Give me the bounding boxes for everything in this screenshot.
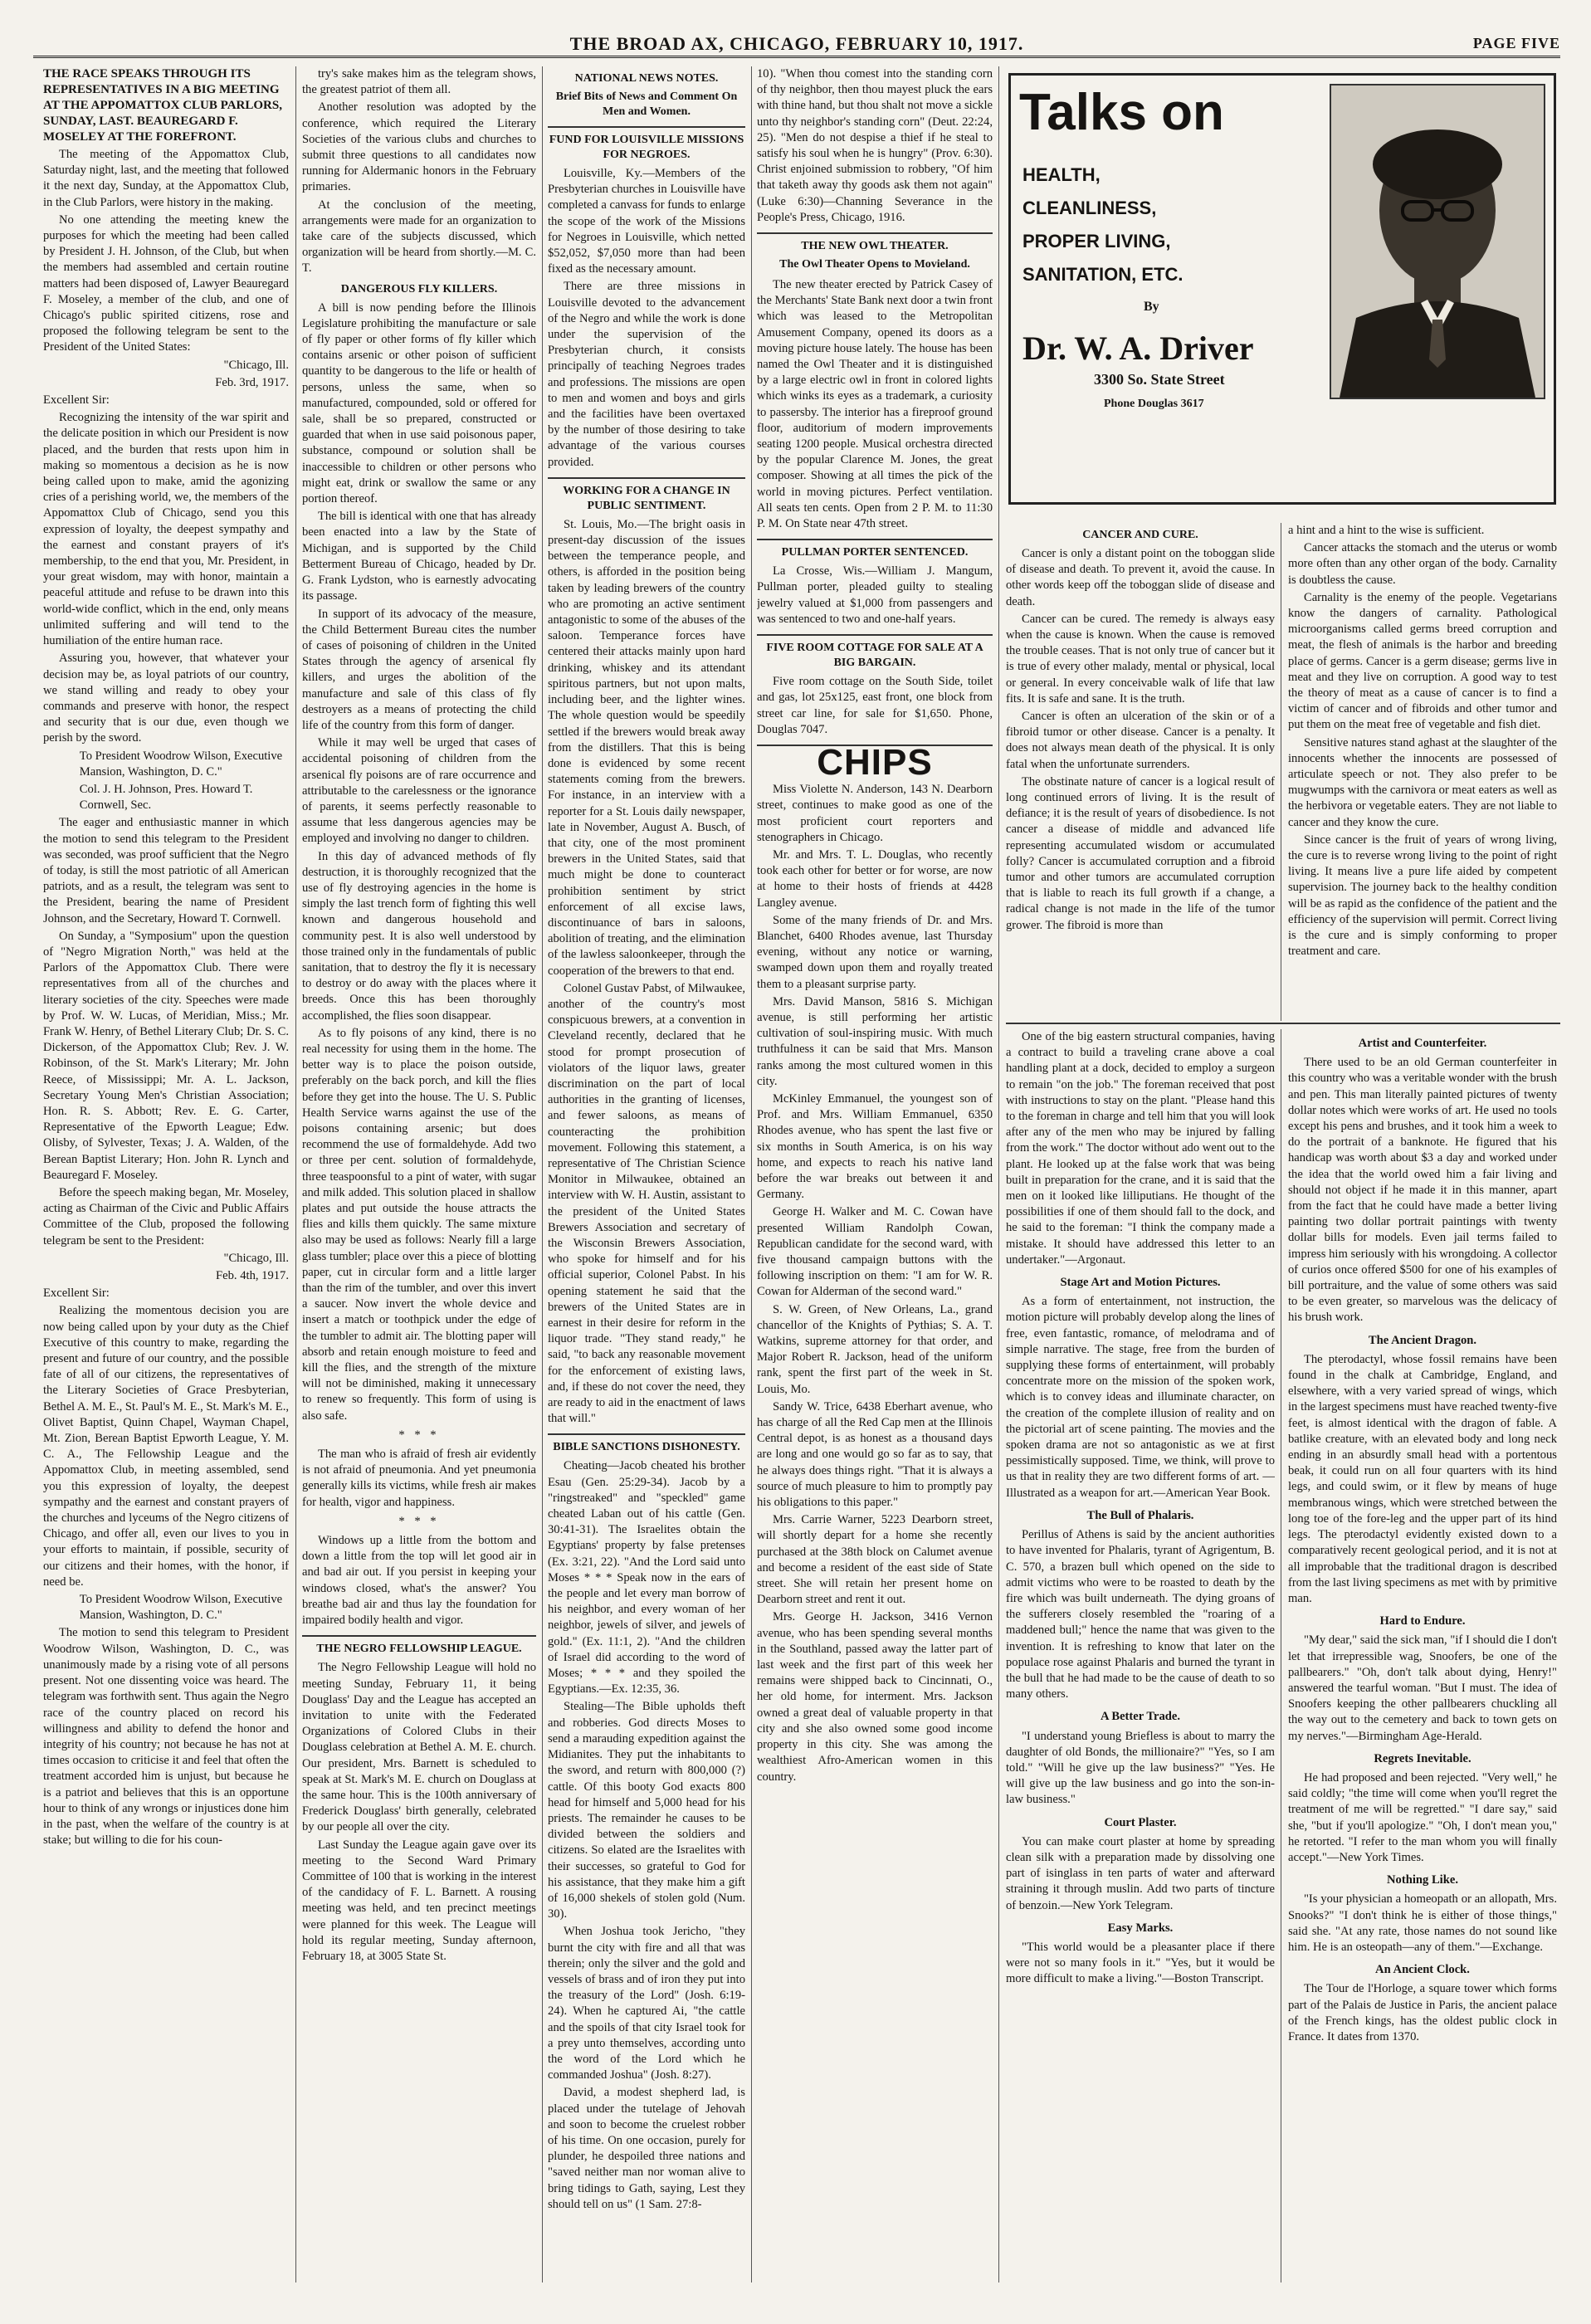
paragraph: Louisville, Ky.—Members of the Presbyterian churches in Louisville have completed a canvass for funds to enlarge the scope of the work of the Missions for Negroes in Louisville, which netted $52,052, $7,050 more than had been fixed as the necessary amount. [548, 167, 745, 276]
article-headline: FUND FOR LOUISVILLE MISSIONS FOR NEGROES. [549, 134, 744, 161]
article-headline: THE NEW OWL THEATER. [801, 240, 949, 253]
column-4 [757, 66, 993, 2291]
ad-title: Talks on [1019, 84, 1224, 141]
paragraph: As a form of entertainment, not instruction, the motion picture will probably develop along the lines of free, even fantastic, romance, of melodrama and of simple narrative. The stage, free from the burden of supplying these forms of entertainment, will probably concentrate more on the mission of the spoken work, which is to convey ideas and illuminate character, on the creation of the complete illusion of reality and on the pictorial art of scene painting. The movies and the spoken drama are not so antagonistic as we at first pessimistically supposed. Time, we think, will prove to us that in reality they are two different forms of art. —Illustrated as a weapon for art.—American Year Book. [1006, 1295, 1275, 1500]
column-rule [998, 66, 999, 2282]
salutation: Excellent Sir: [43, 1286, 110, 1301]
ad-by: By [1144, 300, 1159, 314]
paragraph: At the conclusion of the meeting, arrangements were made for an organization to take care of the subjects discussed, which organization will be heard from shortly.—M. C. T. [302, 198, 536, 276]
paragraph: Another resolution was adopted by the conference, which required the Literary Societies of the various clubs and churches to submit three questions to all candidates now running for Aldermanic honors in the February primaries. [302, 100, 536, 194]
item-title: Hard to Endure. [1379, 1614, 1466, 1628]
paragraph: Cheating—Jacob cheated his brother Esau (Gen. 25:29-34). Jacob by a "ringstreaked" and "speckled" game cheated Laban out of his cattle (Gen. 30:41-31). The Israelites obtain the Egyptians' property by false pretenses (Ex. 3:21, 22). "And the Lord said unto Moses * * * Speak now in the ears of the people and let every man borrow of his neighbor, and every woman of her neighbor, jewels of silver, and jewels of gold." (Ex. 11:1, 2). "And the children of Israel did according to the word of Moses; * * * and they spoiled the Egyptians.—Ex. 12:35, 36. [548, 1459, 745, 1697]
salutation: Excellent Sir: [43, 393, 110, 408]
paragraph: The meeting of the Appomattox Club, Saturday night, last, and the meeting that followed it the next day, Sunday, at the Appomattox Club, in the Club Parlors, were history in the making. [43, 148, 289, 209]
paragraph: In this day of advanced methods of fly destruction, it is thoroughly recognized that the use of fly destroying agencies in the home is simply the last trench form of fighting this well known and dangerous household and community pest. It is also well understood by those trained only in the fundamentals of public sanitation, that to destroy the fly it is necessary to destroy or do away with the places where it breeds. Once this has been thoroughly accomplished, the flies soon disappear. [302, 849, 536, 1023]
paragraph: No one attending the meeting knew the purposes for which the meeting had been called by President J. H. Johnson, of the Club, but when the members had assembled and certain routine matters had been disposed of, Lawyer Beauregard F. Moseley, a member of the club, and one of Chicago's public spirited citizens, rose and proposed the following telegram be sent to the President of the United States: [43, 212, 289, 354]
dateline: "Chicago, Ill. [223, 1251, 289, 1265]
paragraph: A bill is now pending before the Illinois Legislature prohibiting the manufacture or sale of fly paper or other forms of fly killer which contains arsenic or other poison of sufficient quantity to be dangerous to the life or health of persons, unless the same, when so manufactured, compounded, sold or offered for sale, shall be so prepared, constructed or guarded that when in use said poisonous paper, substance, compound or solution shall be inaccessible to children or other persons who might eat, drink or swallow the same or any portion thereof. [302, 300, 536, 506]
paragraph: Recognizing the intensity of the war spirit and the delicate position in which our President is now placed, and the burden that rests upon him in making so momentous a decision as he is now being called upon to make, amid the agonizing cries of a perishing world, we, the members of the Appomattox Club of Chicago, send you this expression of loyalty, the deepest sympathy and the earnest and constant prayers of it's membership, to the end that you, Mr. President, in your great wisdom, may with honor, maintain a peaceful attitude and refuse to be drawn into this world-wide conflict, which in the end, only means unlimited suffering and will tend to the humiliation of the entire human race. [43, 411, 289, 648]
paragraph: 10). "When thou comest into the standing corn of thy neighbor, then thou mayest pluck the ears with thine hand, but thou shalt not move a sickle unto thy neighbor's standing corn" (Deut. 22:24, 25). "Men do not despise a thief if he steal to satisfy his soul when he is hungry" (Prov. 6:30). Christ enjoined submission to robbery, "Of him that taketh away thy goods ask them not again" (Luke 6:30)—Channing Severance in the People's Press, Chicago, 1916. [757, 67, 993, 224]
paragraph: The Negro Fellowship League will hold no meeting Sunday, February 11, it being Douglass' Day and the League has accepted an invitation to unite with the Federated Organizations of Colored Clubs in their Douglass celebration at Bethel A. M. E. church. Our president, Mrs. Barnett is scheduled to speak at St. Mark's M. E. church on Douglass at the same hour. This is the 100th anniversary of Frederick Douglass' birth generally, celebrated by our people all over the city. [302, 1661, 536, 1834]
paragraph: Since cancer is the fruit of years of wrong living, the cure is to reverse wrong living to the point of right living. It means live a pure life aided by competent supervision. The journey back to the healthy condition will be as rapid as the confidence of the patient and the efficiency of the supervision will permit. Correct living is the cure and is simply conforming to proper treatment and care. [1288, 832, 1557, 959]
paragraph: "I understand young Briefless is about to marry the daughter of old Bonds, the millionaire?" "Yes, so I am told." "Will he give up the law business?" "Yes. He will give up the law business and go into the son-in-law business." [1006, 1729, 1275, 1807]
paragraph: The obstinate nature of cancer is a logical result of long continued errors of living. It is the result of defiance; it is the result of years of disobedience. Is not cancer a disease of middle and advanced life representing accumulated wisdom or accumulated folly? Cancer is accumulated corruption and a fibroid tumor and other tumors are accumulated corruption that is liable to reach its full growth if a change, a radical change is not made in the life of the tumor grower. The fibroid is more than [1006, 774, 1275, 932]
item-title: Artist and Counterfeiter. [1358, 1037, 1487, 1050]
paragraph: La Crosse, Wis.—William J. Mangum, Pullman porter, pleaded guilty to stealing jewelry valued at $1,000 from passengers and was sentenced to two and one-half years. [757, 564, 993, 626]
article-headline: CANCER AND CURE. [1082, 529, 1198, 541]
portrait-photo [1330, 84, 1545, 399]
paragraph: David, a modest shepherd lad, is placed under the tutelage of Jehovah and soon to become the cruelest robber of his time. On one occasion, purely for plunder, he despoiled three nations and "saved neither man nor woman alive to bring tidings to Gath, saying, Lest they should tell on us" (1 Sam. 27:8- [548, 2086, 745, 2211]
page-number: PAGE FIVE [1472, 35, 1560, 51]
article-headline: THE NEGRO FELLOWSHIP LEAGUE. [316, 1643, 522, 1656]
paragraph: The new theater erected by Patrick Casey of the Merchants' State Bank next door a twin front which was leased to the Metropolitan Amusement Company, opened its doors as a moving picture house lately. The house has been named the Owl Theater and it is distinguished by a large electric owl in front in colored lights which winks its eyes as a trademark, a curiosity to passersby. The interior has a fireproof ground floor, auditorium of modern improvements seating 1200 people. Musical orchestra directed by the popular Clarence M. Jones, the great composer. Showing at all times the pick of the world in moving pictures. Perfect ventilation. All seats ten cents. Open from 2 P. M. to 11:30 P. M. On State near 47th street. [757, 278, 993, 531]
divider [302, 1635, 536, 1637]
paragraph: When Joshua took Jericho, "they burnt the city with fire and all that was therein; only the silver and the gold and vessels of brass and of iron they put into the treasury of the Lord" (Josh. 6:19-24). When he captured Ai, "the cattle and the spoils of that city Israel took for a prey unto themselves, according unto the word of the Lord which he commanded Joshua" (Josh. 8:27). [548, 1925, 745, 2082]
news-item: Mrs. Carrie Warner, 5223 Dearborn street, will shortly depart for a home she recently purchased at the 38th block on Calumet avenue and become a resident of the east side of State street. She will retain her present home on Dearborn street and rent it out. [757, 1513, 993, 1607]
paragraph: Cancer attacks the stomach and the uterus or womb more often than any other organ of the body. Carnality is doubtless the cause. [1288, 541, 1557, 587]
paragraph: Carnality is the enemy of the people. Vegetarians know the dangers of carnality. Pathological microorganisms called germs breed corruption and meat, the flesh of animals is the harbor and breeding place of germs. Cancer is a germ disease; germs live in meat and they live on corruption. A good way to test the theory of meat as a cause of cancer is to find a victim of cancer and of fibroids and other tumor and put them on the meat free of vegetable and fish diet. [1288, 590, 1557, 732]
paragraph: Cancer is only a distant point on the toboggan slide of disease and death. To prevent it, avoid the cause. In other words keep off the toboggan slide of disease and death. [1006, 547, 1275, 608]
paragraph: "Is your physician a homeopath or an allopath, Mrs. Snooks?" "I don't think he is either of those things," said she. "At any rate, those names do not sound like him. He is an osteopath—any of them."—Exchange. [1288, 1892, 1557, 1954]
news-item: Some of the many friends of Dr. and Mrs. Blanchet, 6400 Rhodes avenue, last Thursday evening, without any notice or warning, swamped down upon them and royally treated them to a pleasant surprise party. [757, 913, 993, 991]
paragraph: Sensitive natures stand aghast at the slaughter of the innocents whether the innocents are possessed of articulate speech or not. They also prefer to be mugwumps with the carnivora or meat eaters as well as the herbivora or vegetable eaters. They are not liable to cancer and they know the cure. [1288, 735, 1557, 829]
divider [548, 477, 745, 479]
divider [757, 634, 993, 636]
paragraph: Windows up a little from the bottom and down a little from the top will let good air in and bad air out. If you persist in keeping your windows closed, what's the answer? You breathe bad air and thus lay the foundation for impaired bodily health and vigor. [302, 1534, 536, 1628]
column-rule [751, 66, 752, 2282]
article-headline: BIBLE SANCTIONS DISHONESTY. [553, 1441, 740, 1454]
section-subhead: Brief Bits of News and Comment On Men and Women. [555, 90, 738, 118]
address: To President Woodrow Wilson, Executive Mansion, Washington, D. C." [79, 1593, 283, 1623]
item-title: A Better Trade. [1100, 1710, 1181, 1724]
paragraph: Stealing—The Bible upholds theft and robberies. God directs Moses to send a marauding expedition against the Midianites. They put the inhabitants to the sword, and return with 800,000 (?) cattle. Of this booty God exacts 800 head for himself and 5,000 head for his priests. The remainder he causes to be divided between the soldiers and citizens. So elated are the Israelites with their successes, so grateful to God for his assistance, that they make him a gift of 16,000 shekels of stolen gold (Num. 30). [548, 1700, 745, 1921]
paragraph: St. Louis, Mo.—The bright oasis in present-day discussion of the issues between the temperance people, and others, is afforded in the position being taken by leading brewers of the country who are promoting an active sentiment antagonistic to some of the abuses of the saloon. Temperance forces have centered their attacks mainly upon hard drinking, whiskey and its attendant spiritous partners, but not upon malts, including beer, and the lighter wines. The whole question would be speedily settled if the brewers would break away from the distillers. That this is being done is evidenced by some recent statements coming from the brewers. For instance, in an interview with a reporter for a St. Louis daily newspaper, late in November, August A. Busch, of that city, one of the most prominent brewers in the United States, said that much might be done to counteract prohibition sentiment by strict enforcement of all excise laws, discontinuance of bars in saloons, abolition of treating, and the elimination of the lawless saloonkeeper, through the cooperation of the brewers to that end. [548, 517, 745, 978]
paragraph: There are three missions in Louisville devoted to the advancement of the Negro and while the work is done under the supervision of the Presbyterian church, it consists principally of teaching Negroes trades and professions. The missions are open to men and women and boys and girls and the facilities have been overtaxed by the number of those desiring to take advantage of the various courses provided. [548, 280, 745, 469]
dateline: Feb. 4th, 1917. [216, 1269, 289, 1283]
column-2 [302, 66, 536, 2291]
paragraph: Last Sunday the League again gave over its meeting to the Second Ward Primary Committee of 100 that is working in the interest of the candidacy of F. L. Barnett. A rousing meeting was held, and ten precinct meetings were planned for this week. The League will hold its regular meeting, Sunday afternoon, February 18, at 3005 State St. [302, 1838, 536, 1963]
news-item: George H. Walker and M. C. Cowan have presented William Randolph Cowan, Republican candidate for the second ward, with five thousand campaign buttons with the following inscription on them: "I am for W. R. Cowan for Alderman of the second ward." [757, 1205, 993, 1299]
paragraph: Five room cottage on the South Side, toilet and gas, lot 25x125, east front, one block from street car line, for sale for $1,650. Phone, Douglas 7047. [757, 675, 993, 736]
section-headline: NATIONAL NEWS NOTES. [574, 72, 719, 85]
masthead [33, 33, 1560, 58]
paragraph: The motion to send this telegram to President Woodrow Wilson, Washington, D. C., was unanimously made by a rising vote of all persons present. Not one dissenting voice was heard. The telegram was forthwith sent. Thus again the Negro race of the country placed on record his willingness and ability to defend the honor and integrity of his country; not because he has not at times occasion to criticise it and feel that often the treatment accorded him is unjust, but because he is a patriot and believes that this is an opportune hour to think of any wrongs or injustices done him in the past, when the welfare of the country is at stake; but willing to die for his coun- [43, 1626, 289, 1848]
dateline: "Chicago, Ill. [223, 358, 289, 372]
column-rule [295, 66, 296, 2282]
item-title: An Ancient Clock. [1375, 1963, 1470, 1977]
doctor-advertisement [1008, 73, 1556, 505]
item-title: Nothing Like. [1387, 1873, 1458, 1887]
divider [548, 126, 745, 128]
ad-address: 3300 So. State Street [1094, 371, 1225, 388]
news-item: S. W. Green, of New Orleans, La., grand chancellor of the Knights of Pythias; S. A. T. Watkins, supreme attorney for that order, and Major Robert R. Jackson, head of the uniform rank, spent the first part of the week in St. Louis, Mo. [757, 1302, 993, 1396]
paragraph: The Tour de l'Horloge, a square tower which forms part of the Palais de Justice in Paris, the ancient palace of the French kings, has the oldest public clock in France. It dates from 1370. [1288, 1982, 1557, 2043]
news-item: McKinley Emmanuel, the youngest son of Prof. and Mrs. William Emmanuel, 6350 Rhodes avenue, who has spent the last five or six months in South America, is on his way home, and expects to reach his native land before the war breaks out between it and Germany. [757, 1091, 993, 1202]
paragraph: One of the big eastern structural companies, having a contract to build a traveling crane above a coal handling plant at a dock, decided to employ a surgeon to remain "on the job." The foreman received that post with instructions to stay on the plant. "Please hand this to the foreman in charge and tell him that you will look after any of the men who may be injured by falling from the work." The doctor without ado went out to the plant. He looked up at the false work that was being built in preparation for the crane, and it is said that the men on it looked like lilliputians. He thought of the possibilities if one of them should fall to the dock, and he said to the foreman: "I think the company made a mistake. It should have addressed this letter to an undertaker."—Argonaut. [1006, 1030, 1275, 1267]
dateline: Feb. 3rd, 1917. [215, 375, 289, 389]
masthead-title: THE BROAD AX, CHICAGO, FEBRUARY 10, 1917. [569, 33, 1024, 54]
signature: Col. J. H. Johnson, Pres. Howard T. Cornwell, Sec. [79, 782, 253, 813]
paragraph: "My dear," said the sick man, "if I should die I don't let that irrepressible wag, Snoofers, be one of the pallbearers." "Oh, don't talk about dying, Henry!" answered the tearful woman. "But I must. The idea of Snoofers keeping the other pallbearers chuckling all the way out to the cemetery and back to town gets on my nerves."—Birmingham Age-Herald. [1288, 1633, 1557, 1743]
ad-topic: HEALTH, [1022, 164, 1101, 185]
chips-title: CHIPS [817, 741, 933, 783]
item-title: The Bull of Phalaris. [1086, 1508, 1194, 1522]
news-item: Mr. and Mrs. T. L. Douglas, who recently took each other for better or for worse, are now at home to their hosts of friends at 4428 Langley avenue. [757, 847, 993, 910]
paragraph: There used to be an old German counterfeiter in this country who was a veritable wonder with the brush and pen. This man literally painted pictures of twenty dollar notes which were works of art. He used no tools except his pens and brushes, and it took him a week to do the portrait of a banknote. He figured that his handicap was worth about $3 a day and worked under the idea that the world owed him a fair living and should not object if he made it in this manner, apart from the fact that he could have made a better living painting two dollar portrait paintings with twenty dollar bills for models. Even jail terms failed to impress him seriously with his wrongdoing. A collector of curios once offered $500 for one of his examples of bill portraiture, and the value of some others was said to be even greater, so marvelous was the delicacy of his brush work. [1288, 1056, 1557, 1325]
paragraph: "This world would be a pleasanter place if there were not so many fools in it." "Yes, but it would be more difficult to make a living."—Boston Transcript. [1006, 1940, 1275, 1986]
paragraph: Cancer can be cured. The remedy is always easy when the cause is known. When the cause is removed the trouble ceases. That is not only true of cancer but it is true of every other malady, mental or physical, local or general. In every conceivable walk of life that law fits. It is safe and sane. It is the truth. [1006, 612, 1275, 706]
section-rule [1006, 1023, 1560, 1024]
item-title: Stage Art and Motion Pictures. [1060, 1276, 1221, 1290]
item-title: Regrets Inevitable. [1374, 1751, 1471, 1765]
paragraph: Perillus of Athens is said by the ancient authorities to have invented for Phalaris, tyrant of Agrigentum, B. C. 570, a brazen bull which opened on the side to admit victims who were to be roasted to death by the fire which was built underneath. The dying groans of the sufferers closely resembled the "roaring of a maddened bull;" hence the name that was given to the invention. It is refreshing to know that later on the populace rose against Phalaris and burned the tyrant in the bull that he had made to be the cause of death to so many others. [1006, 1528, 1275, 1702]
article-headline: FIVE ROOM COTTAGE FOR SALE AT A BIG BARGAIN. [766, 642, 983, 670]
ad-topics [1022, 159, 1183, 291]
separator-stars: * * * [398, 1514, 440, 1528]
paragraph: In support of its advocacy of the measure, the Child Betterment Bureau cites the number of cases of poisoning of children in the United States through the agency of arsenical fly killers, and urges the abolition of the manufacture and sale of this class of fly destroyers as a means of protecting the child life of the country from this form of danger. [302, 607, 536, 732]
paragraph: The bill is identical with one that has already been enacted into a law by the State of Michigan, and is supported by the Child Betterment Bureau of Chicago, headed by Dr. G. Frank Lydston, who is earnestly advocating its passage. [302, 510, 536, 603]
ad-topic: SANITATION, ETC. [1022, 264, 1183, 285]
column-1 [43, 66, 289, 2291]
column-5 [1006, 523, 1275, 1018]
separator-stars: * * * [398, 1428, 440, 1442]
paragraph: a hint and a hint to the wise is sufficient. [1288, 524, 1485, 537]
paragraph: As to fly poisons of any kind, there is no real necessity for using them in the home. The better way is to place the poison outside, preferably on the back porch, and kill the flies before they get into the house. The U. S. Public Health Service warns against the use of the poisons containing arsenic; but does recommend the use of formaldehyde. Add two or three per cent. solution of formaldehyde, three teaspoonsful to a pint of water, with sugar and milk added. This solution placed in shallow plates and put outside the house attracts the flies and kills them quickly. The same mixture also may be used as follows: Nearly fill a large glass tumbler; place over this a piece of blotting paper, cut in circular form and a little larger than the rim of the tumbler, and over this invert a saucer. Now invert the whole device and insert a match or toothpick under the edge of the tumbler to admit air. The blotting paper will absorb and retain enough moisture to feed and kill the flies, and the strength of the mixture will not be diminished, making it unnecessary to renew so frequently. This form of using is also safe. [302, 1026, 536, 1423]
paragraph: The man who is afraid of fresh air evidently is not afraid of pneumonia. And yet pneumonia generally kills its victims, while fresh air makes for health, vigor and happiness. [302, 1448, 536, 1509]
column-3 [548, 66, 745, 2291]
paragraph: On Sunday, a "Symposium" upon the question of "Negro Migration North," was held at the Parlors of the Appomattox Club. There were representatives from all of the churches and literary societies of the city. Speeches were made by Prof. W. W. Lucas, of Meridian, Miss.; Mr. Frank W. Henry, of Bethel Literary Club; Dr. S. C. Dickerson, of the Appomattox Club; Rev. J. W. Robinson, of the St. Mark's Literary; Mr. John Reece, of Mississippi; Mr. A. L. Jackson, Secretary Young Men's Christian Association; Hon. R. S. Abbott; Rev. E. G. Carter, Representative of the Epworth League; Edw. Olisby, of Sylvester, Texas; J. A. Walden, of the Berean Baptist Literary; Hon. John R. Lynch and Beauregard F. Moseley. [43, 929, 289, 1182]
news-item: Mrs. George H. Jackson, 3416 Vernon avenue, who has been spending several months in the Southland, passed away the latter part of last week and the first part of this week her remains were shipped back to Cincinnati, O., her old home, for interment. Mrs. Jackson owned a great deal of valuable property in that city and she also owned some good income property in this city. She was among the wealthiest Afro-American women in this country. [757, 1610, 993, 1784]
divider [757, 539, 993, 540]
paragraph: Realizing the momentous decision you are now being called upon by your duty as the Chief Executive of this country to make, regarding the present and future of our country, and the possible fate of all of our citizens, the representatives of the Literary Societies of Grace Presbyterian, Bethel A. M. E., St. Paul's M. E., St. Mark's M. E., Olivet Baptist, Quinn Chapel, Wayman Chapel, Mt. Zion, Berean Baptist Epworth League, Y. M. C. A., The Fellowship League and the Appomattox Club, in meeting assembled, send you this expression of loyalty, the deepest sympathy and the earnest and constant prayers of the churches and lyceums of the Negro citizens of Chicago, and offer all, even our lives to you in your efforts to maintain, if possible, security of our citizens and their homes, with the honor, if need be. [43, 1304, 289, 1589]
article-subhead: The Owl Theater Opens to Movieland. [779, 258, 970, 271]
item-title: Court Plaster. [1104, 1815, 1177, 1829]
column-rule [542, 66, 543, 2282]
article-headline: PULLMAN PORTER SENTENCED. [781, 546, 969, 559]
divider [757, 232, 993, 234]
paragraph: The pterodactyl, whose fossil remains have been found in the chalk at Cambridge, England, and elsewhere, with a very varied spread of wings, which in the largest specimens must have reached twenty-five feet, is almost identical with the dragon of fable. A batlike creature, with an elevated body and long neck ending in an absurdly small head with a portentous beak, it could run on all four quarters with its hind legs, and could swim, or it flew by means of huge membranous wings, which were stretched between the long toe of the fore-leg and the upper part of its hind legs. The pterodactyl evidently existed down to a comparatively recent geological period, and it is not at all improbable that the traditional dragon is described from the last living specimens as met with by primitive man. [1288, 1352, 1557, 1605]
article-headline: THE RACE SPEAKS THROUGH ITS REPRESENTATIVES IN A BIG MEETING AT THE APPOMATTOX CLUB PARLORS, SUNDAY, LAST. BEAUREGARD F. MOSELEY AT THE FOREFRONT. [43, 67, 282, 144]
ad-phone: Phone Douglas 3617 [1104, 398, 1204, 410]
divider [548, 1433, 745, 1435]
column-5b [1006, 1029, 1275, 2282]
column-6b [1288, 1029, 1557, 2282]
paragraph: Before the speech making began, Mr. Moseley, acting as Chairman of the Civic and Public Affairs Committee of the Club, proposed the following telegram be sent to the President: [43, 1186, 289, 1247]
paragraph: You can make court plaster at home by spreading clean silk with a preparation made by dissolving one part of isinglass in ten parts of water and afterward straining it through muslin. Add two parts of tincture of benzoin.—New York Telegram. [1006, 1834, 1275, 1912]
item-title: The Ancient Dragon. [1368, 1333, 1477, 1347]
news-item: Mrs. David Manson, 5816 S. Michigan avenue, is still performing her artistic cultivation of soul-inspiring music. With much truthfulness it can be said that Mrs. Manson ranks among the most cultured women in this city. [757, 994, 993, 1088]
article-headline: WORKING FOR A CHANGE IN PUBLIC SENTIMENT. [563, 484, 730, 512]
item-title: Easy Marks. [1107, 1921, 1174, 1935]
ad-topic: PROPER LIVING, [1022, 231, 1171, 251]
news-item: Sandy W. Trice, 6438 Eberhart avenue, who has charge of all the Red Cap men at the Illinois Central depot, is as honest as a thousand days are long and one would go so far as to say, that he always does things right. "That it is always a source of much pleasure to him to promptly pay his obligations to this paper." [757, 1399, 993, 1510]
column-6 [1288, 523, 1557, 1018]
paragraph: Colonel Gustav Pabst, of Milwaukee, another of the country's most conspicuous brewers, at a convention in Cleveland recently, declared that he stood for prompt prosecution of violators of the liquor laws, greater discrimination on the part of local authorities in the granting of licenses, and fewer saloons, as means of counteracting the prohibition movement. Following this statement, a representative of The Christian Science Monitor in Milwaukee, obtained an interview with W. H. Austin, assistant to the president of the United States Brewers Association and secretary of the Wisconsin Brewers Association, who spoke for himself and for his official superior, Colonel Pabst. In his opening statement he said that the brewers of the United States are in earnest in their desire for reform in the liquor trade. "They stand ready," he said, "to back any reasonable movement for the enforcement of existing laws, and, if these do not cover the need, they are ready to aid in the enactment of laws that will." [548, 981, 745, 1426]
paragraph: Cancer is often an ulceration of the skin or of a fibroid tumor or other disease. Cancer is a penalty. It does not always mean death of the physical. It is only fatal when the unfortunate surrenders. [1006, 710, 1275, 771]
ad-doctor-name: Dr. W. A. Driver [1022, 330, 1254, 367]
portrait-image [1331, 85, 1544, 398]
paragraph: He had proposed and been rejected. "Very well," he said coldly; "the time will come when you'll regret the treatment of me will be regretted." "I dare say," said she, "but if you'll apologize." "Oh, I don't mean you," he retorted. "I refer to the man whom you will finally accept."—New York Times. [1288, 1770, 1557, 1864]
ad-topic: CLEANLINESS, [1022, 198, 1157, 218]
paragraph: The eager and enthusiastic manner in which the motion to send this telegram to the President was seconded, was proof sufficient that the Negro of today, is still the most patriotic of all American patriots, and as a result, the telegram was sent to the President, bearing the name of President Johnson, and the Secretary, Howard T. Cornwell. [43, 816, 289, 925]
paragraph: While it may well be urged that cases of accidental poisoning of children from the arsenical fly poisons are of rare occurrence and attributable to the carelessness or the ignorance of parents, it seems perfectly reasonable to assume that less dangerous agencies may be employed and involving no danger to children. [302, 736, 536, 846]
news-item: Miss Violette N. Anderson, 143 N. Dearborn street, continues to make good as one of the most proficient court reporters and stenographers in Chicago. [757, 783, 993, 844]
address: To President Woodrow Wilson, Executive Mansion, Washington, D. C." [79, 749, 283, 779]
paragraph: Assuring you, however, that whatever your decision may be, as loyal patriots of our country, we stand willing and ready to obey your commands and preserve with honor, the respect and security that is our due, even though we perish by the sword. [43, 652, 289, 745]
article-headline: DANGEROUS FLY KILLERS. [340, 282, 498, 295]
paragraph: try's sake makes him as the telegram shows, the greatest patriot of them all. [302, 67, 536, 97]
